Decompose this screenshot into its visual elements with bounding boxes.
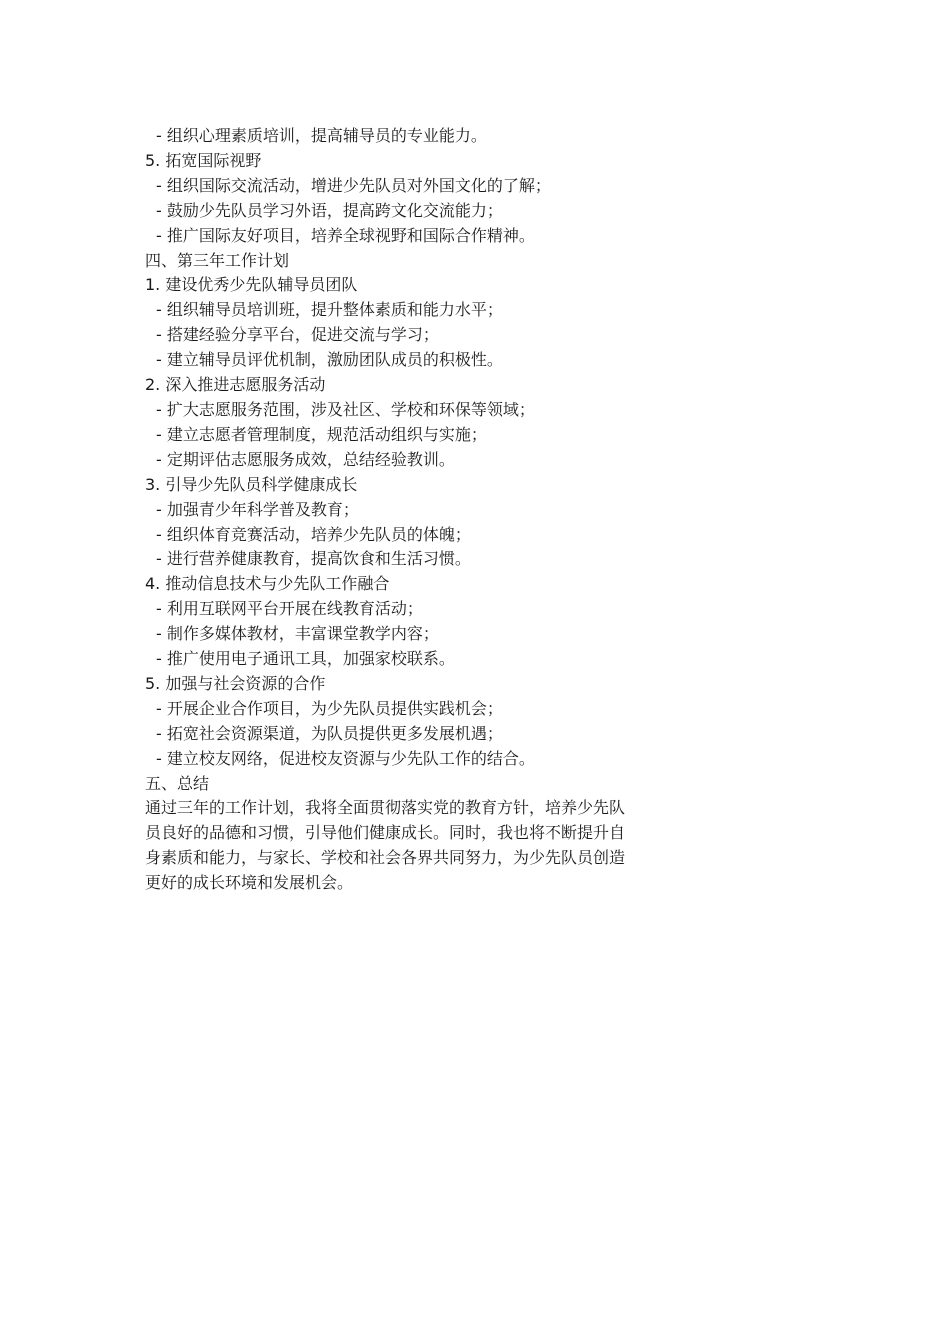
- list-heading: 4. 推动信息技术与少先队工作融合: [145, 574, 390, 594]
- section-heading: 五、总结: [145, 773, 210, 793]
- list-item: - 组织国际交流活动，增进少先队员对外国文化的了解；: [156, 175, 551, 195]
- list-heading: 5. 拓宽国际视野: [145, 150, 262, 170]
- list-item: - 推广使用电子通讯工具，加强家校联系。: [156, 649, 455, 669]
- list-item: - 利用互联网平台开展在线教育活动；: [156, 599, 423, 619]
- list-item: - 建立志愿者管理制度，规范活动组织与实施；: [156, 424, 487, 444]
- list-item: - 进行营养健康教育，提高饮食和生活习惯。: [156, 549, 471, 569]
- summary-line: 更好的成长环境和发展机会。: [145, 873, 354, 893]
- list-item: - 开展企业合作项目，为少先队员提供实践机会；: [156, 698, 503, 718]
- list-item: - 推广国际友好项目，培养全球视野和国际合作精神。: [156, 225, 535, 245]
- list-item: - 扩大志愿服务范围，涉及社区、学校和环保等领域；: [156, 399, 535, 419]
- list-item: - 组织辅导员培训班，提升整体素质和能力水平；: [156, 300, 503, 320]
- list-heading: 5. 加强与社会资源的合作: [145, 673, 326, 693]
- list-item: - 拓宽社会资源渠道，为队员提供更多发展机遇；: [156, 723, 503, 743]
- list-item: - 组织体育竞赛活动，培养少先队员的体魄；: [156, 524, 471, 544]
- list-item: - 组织心理素质培训，提高辅导员的专业能力。: [156, 126, 487, 145]
- list-heading: 3. 引导少先队员科学健康成长: [145, 474, 358, 494]
- summary-line: 身素质和能力，与家长、学校和社会各界共同努力，为少先队员创造: [145, 848, 626, 868]
- list-item: - 鼓励少先队员学习外语，提高跨文化交流能力；: [156, 200, 503, 220]
- list-item: - 加强青少年科学普及教育；: [156, 499, 359, 519]
- list-item: - 制作多媒体教材，丰富课堂教学内容；: [156, 624, 439, 644]
- list-item: - 建立辅导员评优机制，激励团队成员的积极性。: [156, 350, 503, 370]
- document-body: [145, 124, 735, 896]
- list-item: - 定期评估志愿服务成效，总结经验教训。: [156, 449, 455, 469]
- section-heading: 四、第三年工作计划: [145, 250, 290, 270]
- list-heading: 1. 建设优秀少先队辅导员团队: [145, 275, 358, 295]
- list-heading: 2. 深入推进志愿服务活动: [145, 375, 326, 395]
- summary-line: 员良好的品德和习惯，引导他们健康成长。同时，我也将不断提升自: [145, 823, 626, 843]
- summary-line: 通过三年的工作计划，我将全面贯彻落实党的教育方针，培养少先队: [145, 798, 626, 818]
- list-item: - 建立校友网络，促进校友资源与少先队工作的结合。: [156, 748, 535, 768]
- list-item: - 搭建经验分享平台，促进交流与学习；: [156, 325, 439, 345]
